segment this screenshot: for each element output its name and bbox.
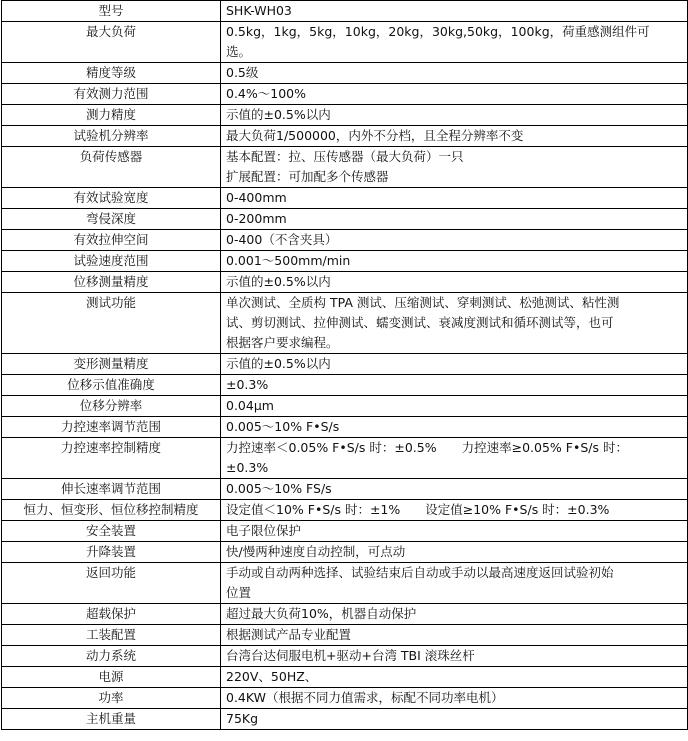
spec-value [221,105,688,126]
spec-value [221,63,688,84]
spec-value-line: 220V、50HZ、 [226,669,318,684]
spec-row [2,251,688,272]
spec-label: 最大负荷 [2,22,221,63]
spec-table [1,0,688,730]
spec-row [2,563,688,604]
spec-row [2,209,688,230]
spec-label: 测力精度 [2,105,221,126]
spec-value [221,521,688,542]
spec-row [2,604,688,625]
spec-label: 超载保护 [2,604,221,625]
spec-row [2,688,688,709]
spec-value-line: 根据测试产品专业配置 [226,627,352,642]
spec-value [221,604,688,625]
spec-label: 位移测量精度 [2,272,221,293]
spec-label: 试验速度范围 [2,251,221,272]
spec-value [221,479,688,500]
spec-label: 位移分辨率 [2,396,221,417]
spec-value [221,667,688,688]
spec-label: 电源 [2,667,221,688]
spec-label: 升降装置 [2,542,221,563]
spec-value [221,84,688,105]
spec-label: 有效试验宽度 [2,188,221,209]
spec-label: 负荷传感器 [2,147,221,188]
spec-value-line: 0.5kg，1kg，5kg，10kg，20kg，30kg,50kg，100kg，荷重感测组件可 [226,24,650,39]
spec-value [221,709,688,730]
spec-label: 力控速率调节范围 [2,417,221,438]
spec-label: 动力系统 [2,646,221,667]
spec-value-line: 最大负荷1/500000，内外不分档，且全程分辨率不变 [226,128,524,143]
spec-value-line: 选。 [226,44,252,59]
spec-label: 变形测量精度 [2,354,221,375]
spec-value [221,354,688,375]
spec-value-line: 示值的±0.5%以内 [226,356,331,371]
spec-row [2,105,688,126]
spec-value-line: 位置 [226,585,252,600]
spec-label: 工装配置 [2,625,221,646]
spec-row [2,625,688,646]
spec-value-line: 超过最大负荷10%，机器自动保护 [226,606,417,621]
spec-row [2,396,688,417]
spec-row [2,709,688,730]
spec-value [221,272,688,293]
spec-row [2,438,688,479]
spec-row [2,500,688,521]
spec-row [2,84,688,105]
spec-label: 有效拉伸空间 [2,230,221,251]
spec-row [2,126,688,147]
spec-row [2,417,688,438]
spec-label: 弯侵深度 [2,209,221,230]
spec-label: 精度等级 [2,63,221,84]
spec-value-line: 单次测试、全质构 TPA 测试、压缩测试、穿刺测试、松弛测试、粘性测 [226,295,620,310]
spec-table-body [2,1,688,730]
spec-value-line: 0.4KW（根据不同力值需求，标配不同功率电机） [226,690,504,705]
spec-value [221,646,688,667]
spec-value-line: 0.005～10% FS/s [226,481,332,496]
spec-row [2,646,688,667]
spec-value [221,147,688,188]
spec-value [221,22,688,63]
spec-value-line: ±0.3% [226,377,269,392]
spec-value-line: 基本配置：拉、压传感器（最大负荷）一只 [226,149,464,164]
spec-row [2,375,688,396]
spec-value [221,438,688,479]
spec-row [2,542,688,563]
spec-label: 试验机分辨率 [2,126,221,147]
spec-value [221,688,688,709]
spec-value [221,375,688,396]
spec-row [2,63,688,84]
spec-row [2,230,688,251]
spec-value-line: 0-400（不含夹具） [226,232,338,247]
spec-value-line: 0.001～500mm/min [226,253,351,268]
spec-label: 力控速率控制精度 [2,438,221,479]
spec-value-line: SHK-WH03 [226,3,292,18]
spec-value-line: 手动或自动两种选择、试验结束后自动或手动以最高速度返回试验初始 [226,565,614,580]
spec-value [221,209,688,230]
spec-value [221,251,688,272]
spec-label: 安全装置 [2,521,221,542]
spec-label: 功率 [2,688,221,709]
spec-row [2,188,688,209]
spec-value-line: 根据客户要求编程。 [226,335,339,350]
spec-label: 测试功能 [2,293,221,354]
spec-value [221,417,688,438]
spec-value [221,625,688,646]
spec-value [221,1,688,22]
spec-value-line: 快/慢两种速度自动控制，可点动 [226,544,406,559]
spec-row [2,272,688,293]
spec-label: 主机重量 [2,709,221,730]
spec-value-line: 台湾台达伺服电机+驱动+台湾 TBI 滚珠丝杆 [226,648,475,663]
spec-label: 伸长速率调节范围 [2,479,221,500]
spec-label: 有效测力范围 [2,84,221,105]
spec-value-line: 试、剪切测试、拉伸测试、蠕变测试、衰减度测试和循环测试等，也可 [226,315,614,330]
spec-value-line: 示值的±0.5%以内 [226,274,331,289]
spec-value-line: 0-200mm [226,211,287,226]
spec-row [2,521,688,542]
spec-label: 型号 [2,1,221,22]
spec-value [221,188,688,209]
spec-label: 位移示值准确度 [2,375,221,396]
spec-value-line: 示值的±0.5%以内 [226,107,331,122]
spec-value-line: 0.005～10% F•S/s [226,419,340,434]
spec-value [221,230,688,251]
spec-row [2,22,688,63]
spec-value-line: 0.4%～100% [226,86,306,101]
spec-value [221,542,688,563]
spec-value [221,126,688,147]
spec-value-line: 设定值＜10% F•S/s 时：±1% 设定值≥10% F•S/s 时：±0.3% [226,502,610,517]
spec-value [221,293,688,354]
spec-label: 返回功能 [2,563,221,604]
spec-value-line: ±0.3% [226,460,269,475]
spec-row [2,1,688,22]
spec-label: 恒力、恒变形、恒位移控制精度 [2,500,221,521]
spec-value-line: 扩展配置：可加配多个传感器 [226,169,389,184]
spec-value-line: 75Kg [226,711,259,726]
spec-value-line: 0.5级 [226,65,259,80]
spec-value [221,563,688,604]
spec-row [2,147,688,188]
spec-row [2,667,688,688]
spec-row [2,293,688,354]
spec-row [2,479,688,500]
spec-value-line: 电子限位保护 [226,523,302,538]
spec-value-line: 0-400mm [226,190,287,205]
spec-row [2,354,688,375]
spec-value-line: 0.04μm [226,398,274,413]
spec-value [221,396,688,417]
spec-value [221,500,688,521]
spec-value-line: 力控速率＜0.05% F•S/s 时：±0.5% 力控速率≥0.05% F•S/s 时： [226,440,628,455]
